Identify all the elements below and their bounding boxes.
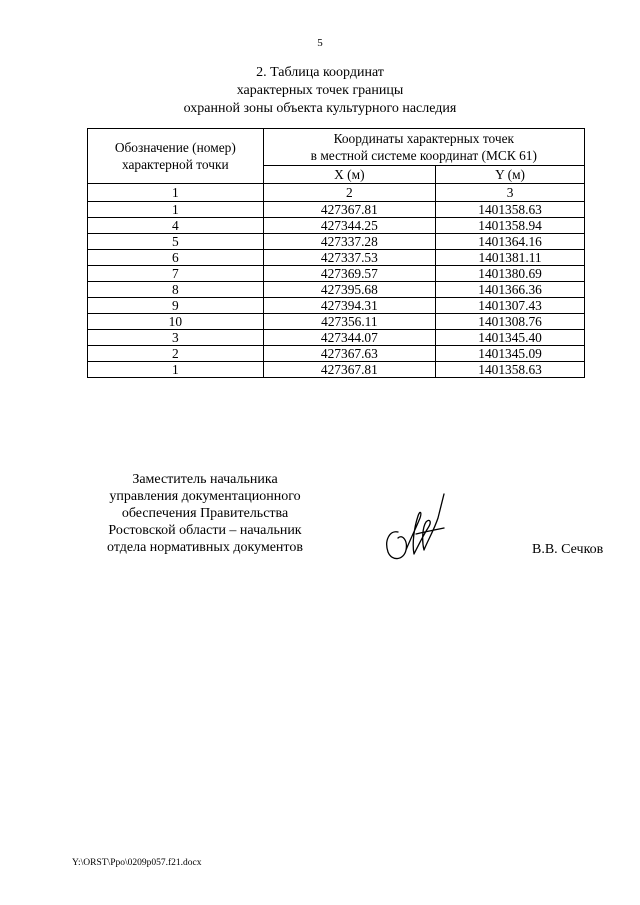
document-title — [0, 64, 640, 118]
handwritten-signature — [376, 488, 456, 568]
x-coordinate-cell: 427394.31 — [263, 298, 435, 314]
point-number-cell: 4 — [88, 218, 264, 234]
header-text: Координаты характерных точек — [333, 131, 515, 146]
point-number-cell: 3 — [88, 330, 264, 346]
signer-name: В.В. Сечков — [532, 542, 604, 557]
x-coordinate-cell: 427395.68 — [263, 282, 435, 298]
x-coordinate-cell: 427367.63 — [263, 346, 435, 362]
x-coordinate-cell: 427356.11 — [263, 314, 435, 330]
table-header-row — [88, 129, 585, 166]
coordinates-table — [87, 128, 585, 378]
signatory-position — [93, 471, 317, 556]
position-line: обеспечения Правительства — [121, 506, 289, 521]
y-coordinate-cell: 1401345.09 — [436, 346, 585, 362]
header-point-designation — [88, 129, 264, 184]
title-line: характерных точек границы — [236, 83, 404, 98]
table-row — [88, 202, 585, 218]
position-line: управления документационного — [109, 489, 301, 504]
column-number: 2 — [263, 184, 435, 202]
table-row — [88, 234, 585, 250]
table-row — [88, 282, 585, 298]
table-column-numbers-row — [88, 184, 585, 202]
table-row — [88, 362, 585, 378]
y-coordinate-cell: 1401358.63 — [436, 362, 585, 378]
x-coordinate-cell: 427344.07 — [263, 330, 435, 346]
x-coordinate-cell: 427367.81 — [263, 362, 435, 378]
title-line: 2. Таблица координат — [256, 65, 384, 80]
y-coordinate-cell: 1401364.16 — [436, 234, 585, 250]
position-line: Заместитель начальника — [132, 472, 278, 487]
x-coordinate-cell: 427337.28 — [263, 234, 435, 250]
table-row — [88, 346, 585, 362]
header-text: в местной системе координат (МСК 61) — [310, 148, 537, 163]
point-number-cell: 9 — [88, 298, 264, 314]
header-x: X (м) — [263, 166, 435, 184]
y-coordinate-cell: 1401308.76 — [436, 314, 585, 330]
point-number-cell: 5 — [88, 234, 264, 250]
y-coordinate-cell: 1401366.36 — [436, 282, 585, 298]
header-coordinates — [263, 129, 584, 166]
position-line: Ростовской области – начальник — [108, 523, 302, 538]
y-coordinate-cell: 1401358.63 — [436, 202, 585, 218]
y-coordinate-cell: 1401307.43 — [436, 298, 585, 314]
title-line: охранной зоны объекта культурного наследия — [183, 101, 457, 116]
y-coordinate-cell: 1401380.69 — [436, 266, 585, 282]
point-number-cell: 6 — [88, 250, 264, 266]
table-row — [88, 218, 585, 234]
column-number: 3 — [436, 184, 585, 202]
point-number-cell: 8 — [88, 282, 264, 298]
column-number: 1 — [88, 184, 264, 202]
file-path-footer: Y:\ORST\Ppo\0209p057.f21.docx — [72, 858, 202, 868]
point-number-cell: 7 — [88, 266, 264, 282]
header-y: Y (м) — [436, 166, 585, 184]
y-coordinate-cell: 1401381.11 — [436, 250, 585, 266]
table-row — [88, 298, 585, 314]
point-number-cell: 1 — [88, 362, 264, 378]
point-number-cell: 2 — [88, 346, 264, 362]
point-number-cell: 10 — [88, 314, 264, 330]
position-line: отдела нормативных документов — [107, 540, 303, 555]
header-text: Обозначение (номер) — [114, 140, 236, 155]
x-coordinate-cell: 427344.25 — [263, 218, 435, 234]
y-coordinate-cell: 1401358.94 — [436, 218, 585, 234]
y-coordinate-cell: 1401345.40 — [436, 330, 585, 346]
x-coordinate-cell: 427367.81 — [263, 202, 435, 218]
table-row — [88, 314, 585, 330]
table-row — [88, 330, 585, 346]
table-row — [88, 266, 585, 282]
table-row — [88, 250, 585, 266]
point-number-cell: 1 — [88, 202, 264, 218]
page-number: 5 — [317, 37, 323, 49]
x-coordinate-cell: 427337.53 — [263, 250, 435, 266]
x-coordinate-cell: 427369.57 — [263, 266, 435, 282]
header-text: характерной точки — [121, 157, 229, 172]
